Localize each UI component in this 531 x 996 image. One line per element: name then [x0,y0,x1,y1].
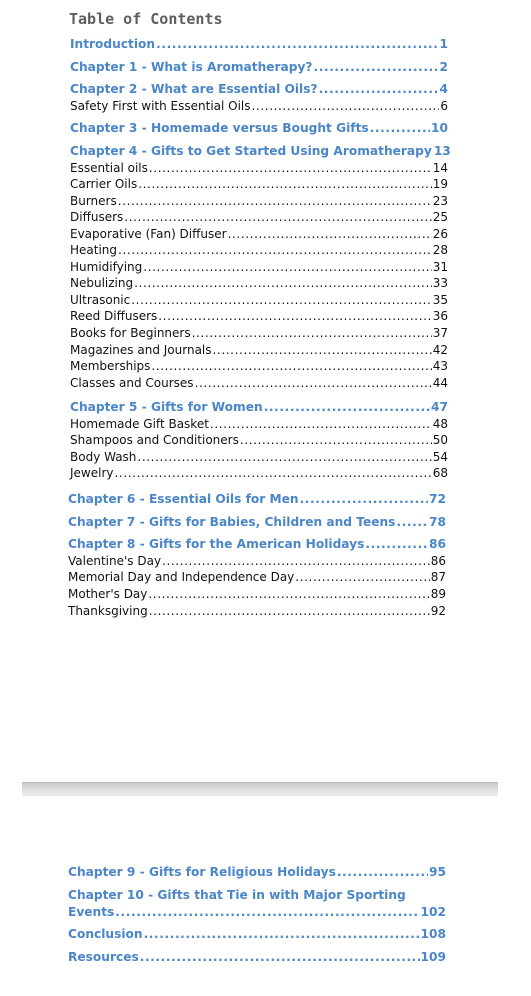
toc-entry-title: Memorial Day and Independence Day [68,570,295,584]
toc-entry[interactable] [68,927,446,942]
toc-entry-page: 4 [439,82,448,96]
toc-heading: Table of Contents [69,10,223,28]
toc-entry-page: 87 [430,570,446,584]
toc-entry-page: 28 [432,243,448,257]
toc-entry-page: 92 [430,604,446,618]
toc-entry-title: Chapter 2 - What are Essential Oils? [70,82,318,96]
toc-entry-page: 72 [429,492,446,506]
toc-entry-title: Chapter 4 - Gifts to Get Started Using Aromatherapy [70,144,432,158]
toc-entry-title: Conclusion [68,927,143,941]
toc-entry-page: 37 [432,326,448,340]
toc-entry-title: Chapter 3 - Homemade versus Bought Gifts [70,121,369,135]
toc-entry-title: Burners [70,194,117,208]
toc-entry-page: 109 [420,950,446,964]
toc-entry-page: 33 [432,276,448,290]
toc-entry-title: Homemade Gift Basket [70,417,209,431]
toc-entry-title[interactable]: Chapter 10 - Gifts that Tie in with Major Sporting [68,888,406,902]
toc-entry-title: Ultrasonic [70,293,131,307]
toc-entry[interactable] [68,950,446,965]
toc-entry-page: 10 [431,121,448,135]
dot-leader [337,865,428,880]
toc-entry-page: 89 [430,587,446,601]
toc-entry-page: 35 [432,293,448,307]
toc-entry-title: Thanksgiving [68,604,148,618]
dot-leader [140,950,420,965]
toc-entry-page: 2 [439,60,448,74]
toc-entry-title: Evaporative (Fan) Diffuser [70,227,227,241]
toc-entry-page: 36 [432,309,448,323]
toc-entry-page: 6 [440,99,448,113]
toc-entry-title: Chapter 8 - Gifts for the American Holidays [68,537,365,551]
toc-entry-page: 108 [420,927,446,941]
toc-entry-page: 26 [432,227,448,241]
toc-entry-title: Essential oils [70,161,148,175]
toc-entry-title: Chapter 7 - Gifts for Babies, Children and Teens [68,515,396,529]
toc-entry[interactable] [68,905,446,920]
toc-entry-title: Memberships [70,359,151,373]
toc-entry-page: 47 [431,400,448,414]
toc-entry-page: 54 [432,450,448,464]
toc-entry-page: 43 [432,359,448,373]
toc-entry-title: Heating [70,243,118,257]
toc-entry-page: 86 [429,537,446,551]
toc-entry-page: 23 [432,194,448,208]
toc-entry-title: Nebulizing [70,276,134,290]
toc-entry-page: 48 [432,417,448,431]
toc-entry-title: Humidifying [70,260,143,274]
toc-entry-title: Classes and Courses [70,376,194,390]
toc-entry-title: Chapter 9 - Gifts for Religious Holidays [68,865,336,879]
toc-entry-title: Diffusers [70,210,124,224]
toc-entry-title: Reed Diffusers [70,309,158,323]
toc-entry-title: Chapter 6 - Essential Oils for Men [68,492,299,506]
toc-entry-title: Mother's Day [68,587,148,601]
dot-leader [144,927,420,942]
toc-entry-title: Shampoos and Conditioners [70,433,239,447]
dot-leader [115,905,419,920]
toc-entry-page: 68 [432,466,448,480]
toc-entry-page: 19 [432,177,448,191]
toc-entry-page: 1 [439,37,448,51]
toc-entry-title: Books for Beginners [70,326,191,340]
toc-entry-title: Body Wash [70,450,137,464]
toc-entry-title: Carrier Oils [70,177,138,191]
toc-entry-title: Chapter 1 - What is Aromatherapy? [70,60,313,74]
toc-entry-page: 95 [429,865,446,879]
toc-entry-title: Magazines and Journals [70,343,212,357]
toc-entry-title: Safety First with Essential Oils [70,99,251,113]
toc-entry-page: 13 [433,144,451,158]
toc-entry-title-continued: Events [68,905,115,919]
toc-entry-page: 50 [432,433,448,447]
toc-entry-title: Jewelry [70,466,114,480]
toc-entry-title: Resources [68,950,139,964]
toc-entry-page: 42 [432,343,448,357]
toc-entry-page: 44 [432,376,448,390]
toc-entry-page: 86 [430,554,446,568]
toc-entry-page: 14 [432,161,448,175]
toc-entry[interactable] [68,865,446,880]
toc-entry-page: 102 [420,905,446,919]
toc-entry-title: Chapter 5 - Gifts for Women [70,400,263,414]
toc-entry-page: 25 [432,210,448,224]
toc-entry-page: 78 [429,515,446,529]
toc-entry-title: Introduction [70,37,156,51]
toc-entry-page: 31 [432,260,448,274]
toc-entry-title: Valentine's Day [68,554,162,568]
